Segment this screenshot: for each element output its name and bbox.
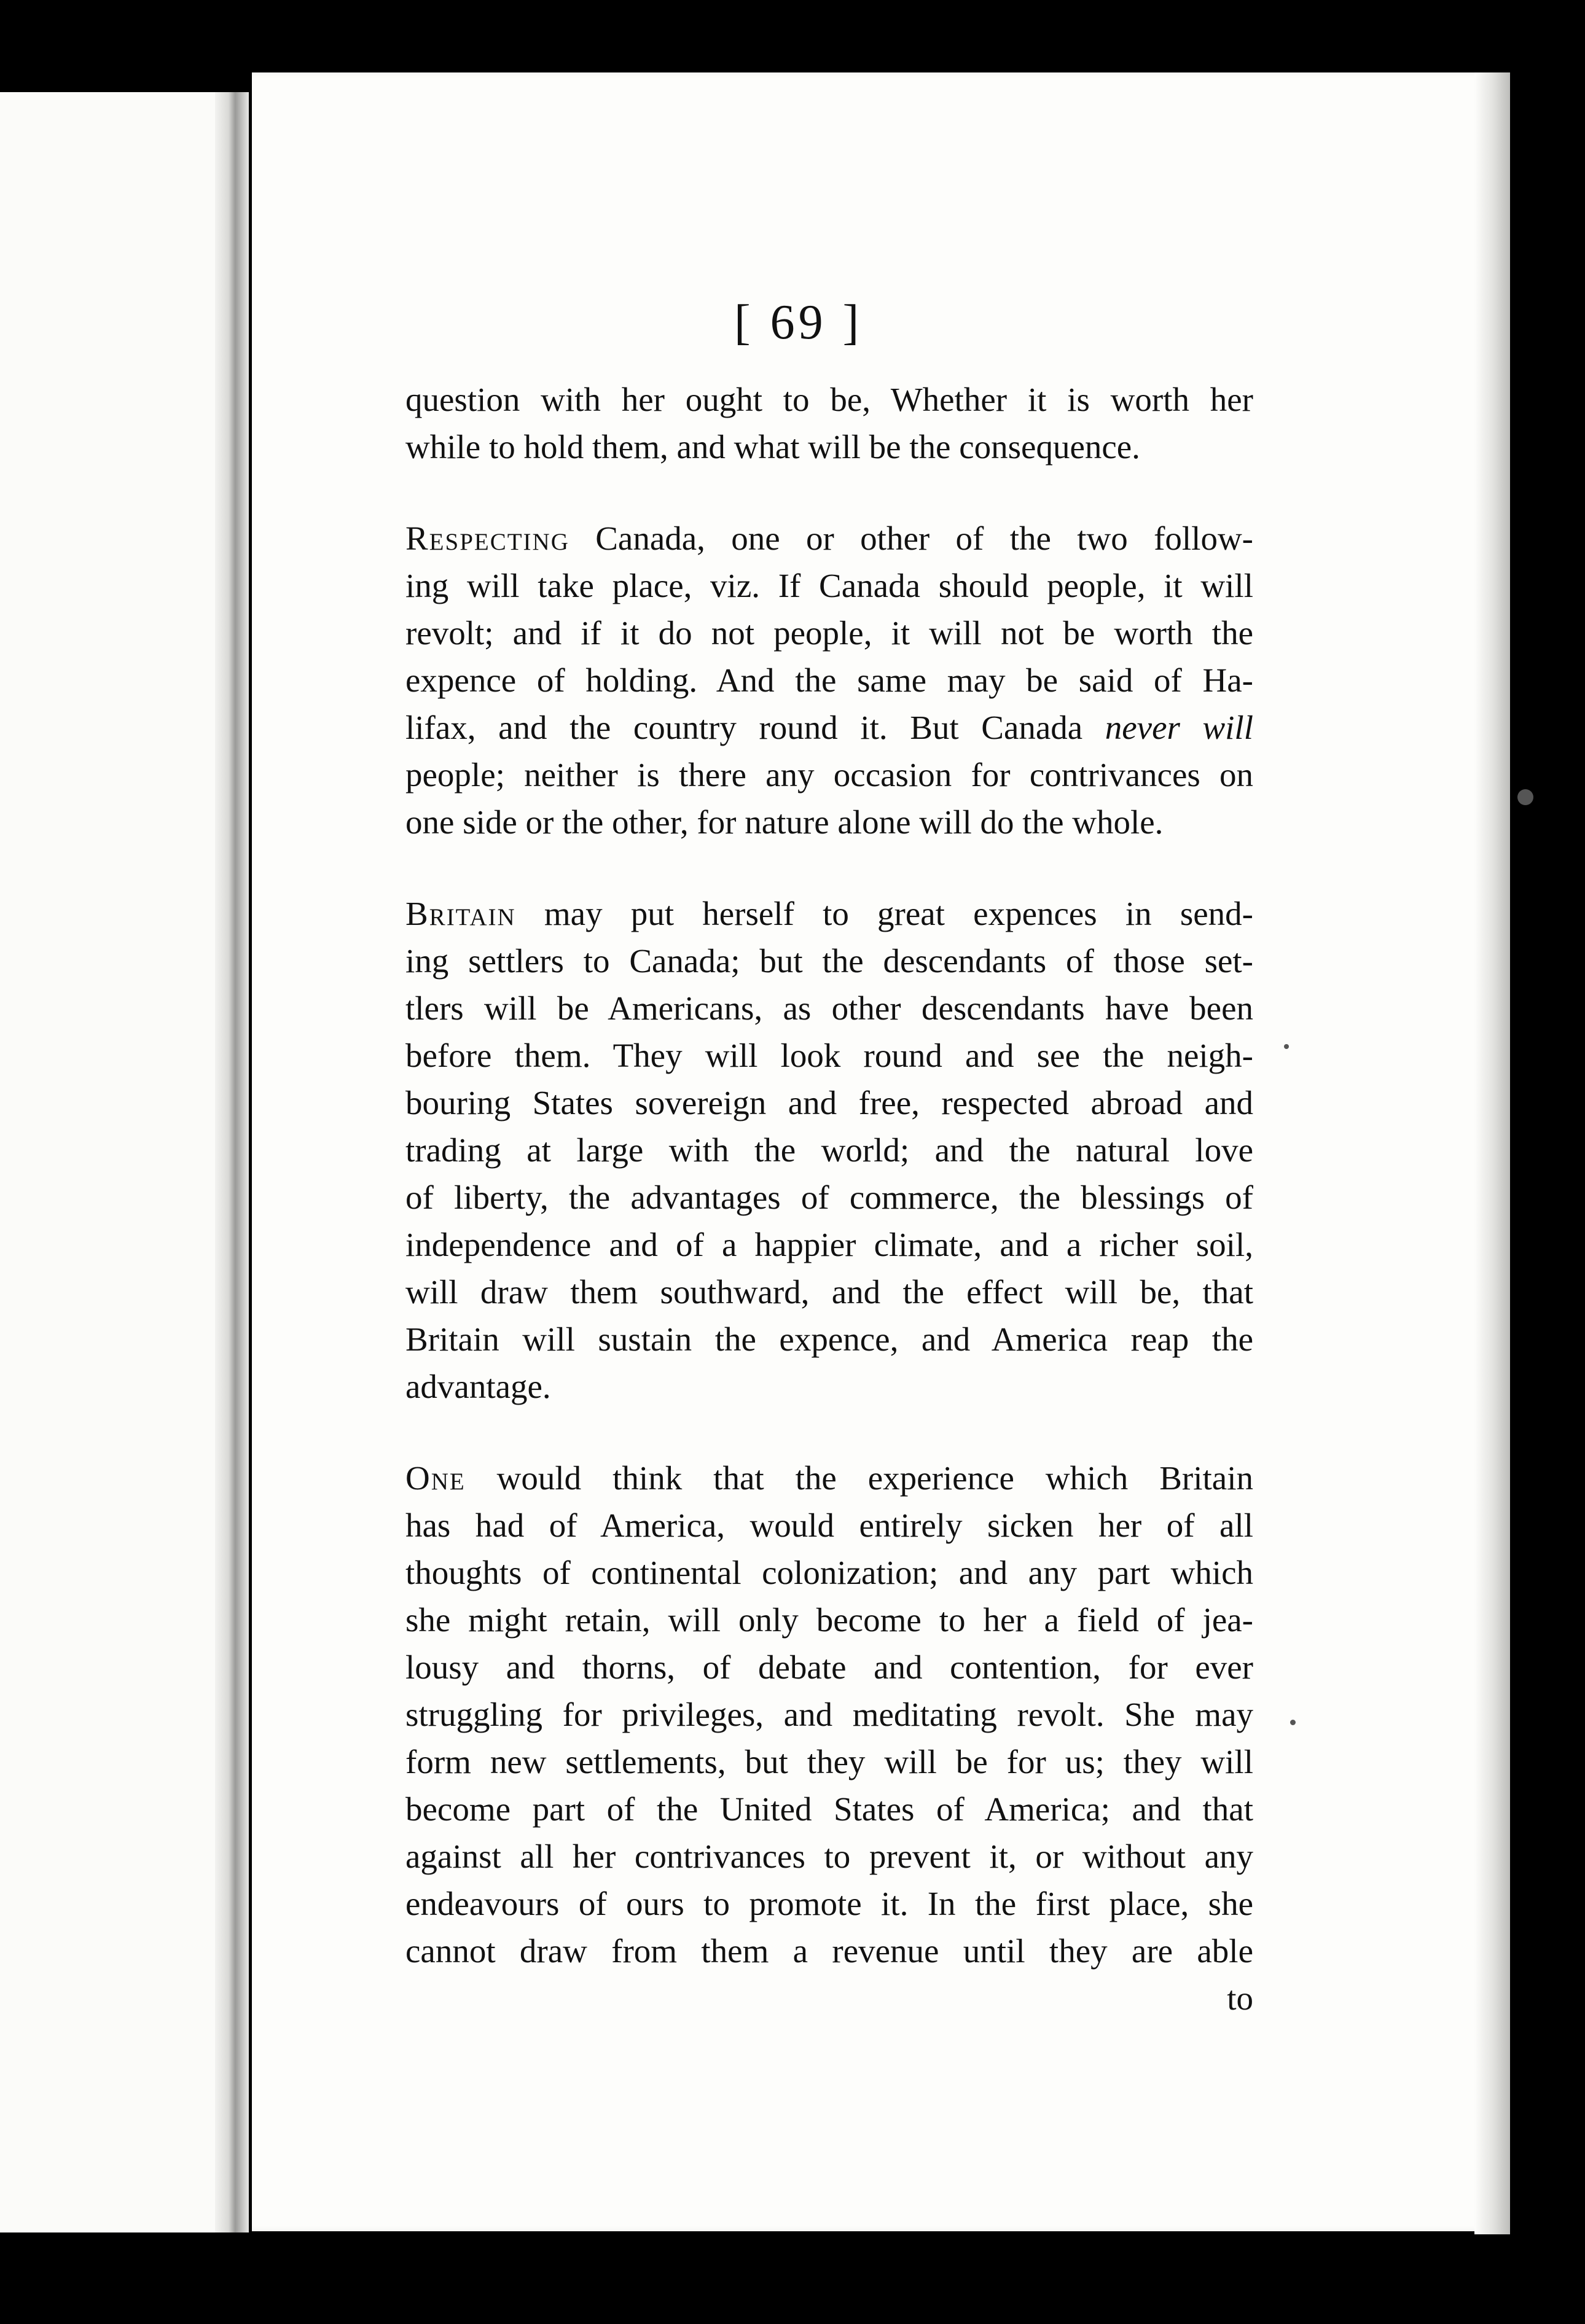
line-text: advantage. (405, 1368, 551, 1405)
line-text: question with her ought to be, Whether it is worth her (405, 381, 1253, 418)
paper-speck (1517, 789, 1533, 805)
text-line (405, 1268, 1253, 1316)
paper-speck (1290, 1720, 1296, 1725)
text-line (405, 1833, 1253, 1880)
text-line (405, 1363, 1253, 1410)
line-text: has had of America, would entirely sicken her of all (405, 1507, 1253, 1544)
text-line (405, 985, 1253, 1032)
line-text: lifax, and the country round it. But Canada (405, 709, 1105, 746)
text-line (405, 376, 1253, 423)
line-text: endeavours of ours to promote it. In the first place, she (405, 1885, 1253, 1922)
paragraph-gap (405, 470, 1253, 515)
text-line (405, 1126, 1253, 1174)
page-body-text (405, 376, 1253, 2022)
line-text: cannot draw from them a revenue until they are able (405, 1932, 1253, 1970)
facing-page-left (0, 92, 245, 2232)
text-line (405, 1880, 1253, 1927)
text-line (405, 1738, 1253, 1785)
text-line (405, 609, 1253, 657)
paper-speck (1284, 1044, 1289, 1049)
line-text: ing will take place, viz. If Canada should people, it will (405, 567, 1253, 604)
line-text: Britain will sustain the expence, and America reap the (405, 1320, 1253, 1358)
line-text: become part of the United States of America; and that (405, 1790, 1253, 1828)
text-line (405, 1596, 1253, 1644)
line-text: expence of holding. And the same may be said of Ha- (405, 661, 1253, 699)
line-text: may put herself to great expences in send- (515, 895, 1253, 932)
text-line (405, 1079, 1253, 1126)
text-line (405, 1316, 1253, 1363)
text-line (405, 704, 1253, 751)
text-line (405, 1927, 1253, 1975)
line-text: while to hold them, and what will be the consequence. (405, 428, 1140, 466)
line-text: tlers will be Americans, as other descendants have been (405, 989, 1253, 1027)
text-line (405, 937, 1253, 985)
line-text: to (1227, 1979, 1253, 2017)
text-line (405, 515, 1253, 562)
line-text: one side or the other, for nature alone will do the whole. (405, 803, 1164, 841)
line-text: trading at large with the world; and the natural love (405, 1131, 1253, 1169)
paragraph-lead-word: Britain (405, 895, 516, 932)
line-text: lousy and thorns, of debate and contention, for ever (405, 1648, 1253, 1686)
line-text: against all her contrivances to prevent it, or without any (405, 1838, 1253, 1875)
line-text: ing settlers to Canada; but the descendants of those set- (405, 942, 1253, 980)
text-line (405, 798, 1253, 846)
text-line (405, 1785, 1253, 1833)
line-text: revolt; and if it do not people, it will not be worth the (405, 614, 1253, 652)
paragraph-lead-word: One (405, 1459, 466, 1497)
line-text: bouring States sovereign and free, respected abroad and (405, 1084, 1253, 1121)
text-line (405, 1502, 1253, 1549)
page-number: [ 69 ] (734, 295, 863, 349)
text-line (405, 1032, 1253, 1079)
italic-emphasis: never will (1105, 709, 1253, 746)
paragraph-lead-word: Respecting (405, 520, 569, 557)
line-text: form new settlements, but they will be for us; they will (405, 1743, 1253, 1780)
text-line (405, 1174, 1253, 1221)
text-line (405, 657, 1253, 704)
line-text: people; neither is there any occasion for contrivances on (405, 756, 1253, 794)
line-text: would think that the experience which Britain (465, 1459, 1253, 1497)
page-edge-shadow (1474, 72, 1510, 2234)
line-text: thoughts of continental colonization; and any part which (405, 1554, 1253, 1591)
text-line (405, 1221, 1253, 1268)
paragraph-gap (405, 1410, 1253, 1454)
line-text: of liberty, the advantages of commerce, the blessings of (405, 1179, 1253, 1216)
text-line (405, 1975, 1253, 2022)
text-line (405, 1691, 1253, 1738)
line-text: struggling for privileges, and meditating revolt. She may (405, 1696, 1253, 1733)
text-line (405, 1644, 1253, 1691)
text-line (405, 890, 1253, 937)
book-gutter (215, 92, 249, 2232)
text-line (405, 1454, 1253, 1502)
paragraph-gap (405, 846, 1253, 890)
text-line (405, 423, 1253, 470)
text-line (405, 751, 1253, 798)
line-text: she might retain, will only become to her a field of jea- (405, 1601, 1253, 1639)
line-text: will draw them southward, and the effect will be, that (405, 1273, 1253, 1311)
line-text: before them. They will look round and see the neigh- (405, 1037, 1253, 1074)
text-line (405, 562, 1253, 609)
line-text: independence and of a happier climate, and a richer soil, (405, 1226, 1253, 1263)
line-text: Canada, one or other of the two follow- (569, 520, 1253, 557)
text-line (405, 1549, 1253, 1596)
